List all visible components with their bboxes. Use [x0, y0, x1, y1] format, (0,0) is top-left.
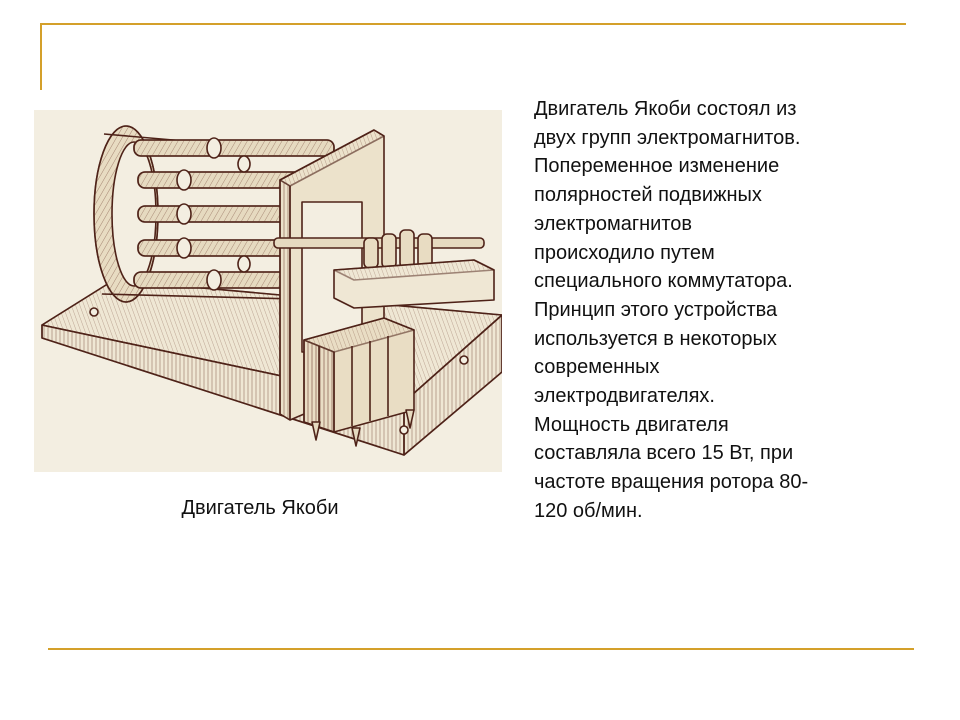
motor-description: [534, 95, 889, 526]
description-line: частоте вращения ротора 80-: [534, 471, 809, 494]
figure-caption: Двигатель Якоби: [181, 497, 339, 519]
description-line: современных: [534, 356, 660, 379]
description-line: Попеременное изменение: [534, 155, 780, 178]
description-line: электродвигателях.: [534, 385, 715, 408]
description-line: специального коммутатора.: [534, 270, 793, 293]
description-line: Мощность двигателя: [534, 413, 729, 436]
description-line: используется в некоторых: [534, 327, 777, 350]
left-rule: [40, 23, 42, 90]
description-line: полярностей подвижных: [534, 184, 762, 207]
description-line: происходило путем: [534, 241, 715, 264]
jacobi-motor-illustration: [34, 110, 502, 472]
description-line: 120 об/мин.: [534, 499, 643, 522]
description-line: Двигатель Якоби состоял из: [534, 98, 797, 120]
top-rule: [40, 23, 906, 25]
description-line: Принцип этого устройства: [534, 298, 778, 321]
description-line: двух групп электромагнитов.: [534, 126, 801, 149]
description-line: составляла всего 15 Вт, при: [534, 442, 794, 465]
description-line: электромагнитов: [534, 212, 693, 235]
bottom-rule: [48, 648, 914, 650]
